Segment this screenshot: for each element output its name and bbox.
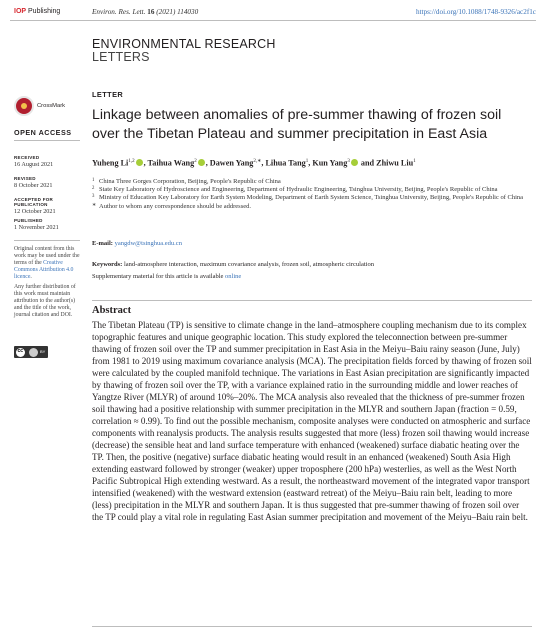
license-paragraph-2: Any further distribution of this work must maintain attribution to the author(s) and the title of the work, journal citation and DOI. xyxy=(14,284,76,318)
journal-citation xyxy=(92,8,198,16)
doi-link[interactable]: https://doi.org/10.1088/1748-9326/ac2f1c xyxy=(415,8,536,16)
author-affiliation-marker: 1 xyxy=(413,159,416,164)
history-date: 8 October 2021 xyxy=(14,182,53,189)
author-list xyxy=(92,158,537,168)
affiliation-list xyxy=(92,178,532,211)
author-separator: , xyxy=(143,158,148,168)
history-received xyxy=(14,155,84,168)
journal-title xyxy=(92,38,276,64)
history-date: 12 October 2021 xyxy=(14,208,56,215)
crossmark-button[interactable] xyxy=(14,96,84,118)
journal-year-article: (2021) 114030 xyxy=(156,8,199,16)
journal-abbrev: Environ. Res. Lett. xyxy=(92,8,146,16)
author-name: Dawen Yang xyxy=(209,158,254,168)
history-published xyxy=(14,218,84,231)
open-access-label: OPEN ACCESS xyxy=(14,128,72,137)
affiliation-item xyxy=(92,186,532,194)
correspondence-email xyxy=(92,240,182,247)
author-separator: , xyxy=(205,158,210,168)
affiliation-item xyxy=(92,194,532,202)
abstract-heading: Abstract xyxy=(92,305,132,316)
affiliation-text: China Three Gorges Corporation, Beijing, People's Republic of China xyxy=(99,178,281,185)
affiliation-number: 1 xyxy=(92,178,95,183)
cc-by-label: BY xyxy=(40,349,46,354)
history-date: 1 November 2021 xyxy=(14,224,59,231)
keywords-text: land-atmosphere interaction, maximum covariance analysis, frozen soil, atmospheric circulation xyxy=(123,261,374,268)
supplementary-note xyxy=(92,273,241,280)
affiliation-text: Ministry of Education Key Laboratory for Earth System Modeling, Department of Earth System Science, Tsinghua University, Beijing, People's Republic of China xyxy=(99,194,524,202)
author-separator: , xyxy=(308,158,313,168)
license-paragraph-1 xyxy=(14,246,84,281)
affiliation-item xyxy=(92,178,532,186)
affiliation-number: ∗ xyxy=(92,202,97,208)
sidebar-divider xyxy=(14,240,80,241)
crossmark-icon xyxy=(14,96,34,116)
sidebar-divider xyxy=(14,140,80,141)
crossmark-label: CrossMark xyxy=(37,103,66,109)
history-label: PUBLISHED xyxy=(14,218,43,223)
cc-icon xyxy=(16,348,25,357)
license-text-before: Original content from this work may be used under the terms of the xyxy=(14,246,80,266)
cc-by-badge[interactable] xyxy=(14,346,48,358)
publisher-rest: Publishing xyxy=(28,8,61,15)
orcid-icon[interactable] xyxy=(351,159,358,166)
journal-title-line1: ENVIRONMENTAL RESEARCH xyxy=(92,37,276,51)
article-type-label: LETTER xyxy=(92,90,124,99)
article-title: Linkage between anomalies of pre-summer thawing of frozen soil over the Tibetan Plateau and summer precipitation in East Asia xyxy=(92,107,502,142)
author-separator: , xyxy=(261,158,266,168)
author-name: Taihua Wang xyxy=(147,158,195,168)
keywords-label: Keywords: xyxy=(92,261,123,268)
author-name: Yuheng Li xyxy=(92,158,129,168)
author-affiliation-marker: 1,2 xyxy=(128,159,135,164)
attribution-icon xyxy=(29,348,38,357)
author-separator: and xyxy=(358,158,377,168)
header-divider xyxy=(10,20,536,21)
email-link[interactable]: yangdw@tsinghua.edu.cn xyxy=(114,240,182,247)
history-date: 16 August 2021 xyxy=(14,161,54,168)
supplementary-link[interactable]: online xyxy=(225,273,242,280)
author-affiliation-marker: 3 xyxy=(347,159,350,164)
license-text-after: . xyxy=(30,274,32,280)
journal-volume: 16 xyxy=(147,8,155,16)
journal-title-line2: LETTERS xyxy=(92,50,150,64)
abstract-top-rule xyxy=(92,300,532,301)
author-name: Kun Yang xyxy=(312,158,348,168)
cc-license-link[interactable]: Creative Commons Attribution 4.0 licence xyxy=(14,260,74,280)
abstract-bottom-rule xyxy=(92,626,532,627)
affiliation-item xyxy=(92,203,532,211)
affiliation-number: 2 xyxy=(92,186,95,192)
author-affiliation-marker: 2 xyxy=(194,159,197,164)
keywords xyxy=(92,261,532,268)
publisher-brand: IOP xyxy=(14,8,27,15)
affiliation-text: Author to whom any correspondence should be addressed. xyxy=(99,202,251,210)
history-label: RECEIVED xyxy=(14,155,40,160)
abstract-text: The Tibetan Plateau (TP) is sensitive to climate change in the land–atmosphere coupling mechanism due to its complex topographic features and unique geographic location. This study explored the teleconnection between pre-summer thawing of frozen soil over the TP and summer precipitation in East Asia in the Meiyu–Baiu rainy season (June, July) from 1981 to 2019 using maximum covariance analysis (MCA). The precipitation fields forced by thawing of frozen soil were calculated by the coupled manifold technique. The variations in East Asian precipitation are significantly impacted by thawing of frozen soil over the TP, with a variance explained ratio in the surrounding middle and lower reaches of Yangtze River (MLYR) of around 10%–20%. The MCA analysis also revealed that the thickness of pre-summer frozen soil thawing had a positive relationship with summer precipitation in the MLYR and southern Japan (fraction = 0.59, correlation ≈ 0.99). To find out the possible mechanism, composite analyses were conducted on atmospheric and surface components with reanalysis products. The analysis results suggested that more (less) frozen soil thawing would increase (decrease) the sensible heat and land surface temperature with enhanced (weakened) surface diabatic heating over the TP. Then, the positive (negative) surface diabatic heating would result in an enhanced (weakened) South Asia High extending eastward followed by stronger (weaker) upper troposphere (200 hPa) westerlies, as well as the West North Pacific Subtropical High extending westward. As a result, the northeastward movement of the integrated vapor transport intensified (weakened) with the westward extension (eastward retreat) of the Meiyu–Baiu rain belt, leading to more (less) precipitation in the MLYR and southern Japan. It is thus suggested that pre-summer thawing of frozen soil over the TP could play a vital role in regulating East Asian summer precipitation and movement of the Meiyu–Baiu rain belt. xyxy=(92,320,532,523)
license-notice xyxy=(14,246,84,322)
author-affiliation-marker: 1 xyxy=(305,159,309,164)
affiliation-number: 3 xyxy=(92,194,95,200)
orcid-icon[interactable] xyxy=(198,159,205,166)
history-accepted xyxy=(14,197,84,215)
history-label: ACCEPTED FOR PUBLICATION xyxy=(14,197,54,207)
author-name: Lihua Tang xyxy=(265,158,306,168)
author-affiliation-marker: 2,∗ xyxy=(253,159,262,164)
history-label: REVISED xyxy=(14,176,36,181)
publisher-logo[interactable] xyxy=(14,8,60,15)
author-name: Zhiwu Liu xyxy=(376,158,414,168)
running-header xyxy=(0,0,546,22)
affiliation-text: State Key Laboratory of Hydroscience and Engineering, Department of Hydraulic Engineering, Tsinghua University, Beijing, People's Republic of China xyxy=(99,186,498,194)
history-revised xyxy=(14,176,84,189)
orcid-icon[interactable] xyxy=(136,159,143,166)
supplementary-text: Supplementary material for this article is available xyxy=(92,273,226,280)
email-label: E-mail: xyxy=(92,240,113,247)
